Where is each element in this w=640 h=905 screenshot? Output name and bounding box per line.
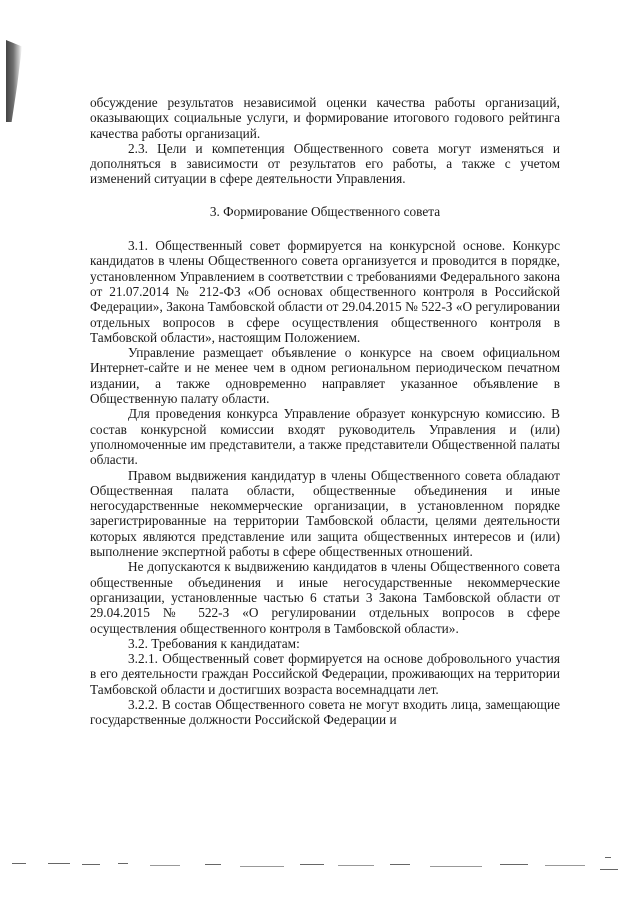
- paragraph-2-3: 2.3. Цели и компетенция Общественного совета могут изменяться и дополняться в зависимости от результатов его работы, а также с учетом изменений ситуации в сфере деятельности Управления.: [90, 140, 560, 187]
- paragraph-3-2: 3.2. Требования к кандидатам:: [128, 635, 300, 651]
- paragraph-commission: Для проведения конкурса Управление образует конкурсную комиссию. В состав конкурсной комиссии входят руководитель Управления и (или) уполномоченные им представители, а также представители Общественной палаты области.: [90, 406, 560, 468]
- paragraph-announcement: Управление размещает объявление о конкурсе на своем официальном Интернет-сайте и не менее чем в одном региональном периодическом печатном издании, а также одновременно направляет указанное объявление в Общественную палату области.: [90, 345, 560, 407]
- scan-artifact: [6, 40, 22, 122]
- paragraph-nomination-exclusions: Не допускаются к выдвижению кандидатов в члены Общественного совета общественные объединения и иные негосударственные некоммерческие организации, установленные частью 6 статьи 3 Закона Тамбовской области от 29.04.2015 № 522-З «О регулировании отдельных вопросов в сфере осуществления общественного контроля в Тамбовской области».: [90, 559, 560, 636]
- paragraph-3-1: 3.1. Общественный совет формируется на конкурсной основе. Конкурс кандидатов в члены Общественного совета организуется и проводится в порядке, установленном Управлением в соответствии с требованиями Федерального закона от 21.07.2014 № 212-ФЗ «Об основах общественного контроля в Российской Федерации», Закона Тамбовской области от 29.04.2015 № 522-З «О регулировании отдельных вопросов в сфере осуществления общественного контроля в Тамбовской области», настоящим Положением.: [90, 238, 560, 345]
- paragraph-nomination-right: Правом выдвижения кандидатур в члены Общественного совета обладают Общественная палата области, общественные объединения и иные негосударственные некоммерческие организации, в установленном порядке зарегистрированные на территории Тамбовской области, целями деятельности которых являются представление или защита общественных интересов и (или) выполнение экспертной работы в сфере общественных отношений.: [90, 467, 560, 560]
- section-heading: 3. Формирование Общественного совета: [209, 203, 441, 219]
- paragraph-continuation: обсуждение результатов независимой оценки качества работы организаций, оказывающих социальные услуги, и формирование итогового годового рейтинга качества работы организаций.: [90, 95, 560, 141]
- paragraph-3-2-2: 3.2.2. В состав Общественного совета не могут входить лица, замещающие государственные должности Российской Федерации и: [90, 696, 560, 728]
- document-body: [90, 95, 560, 728]
- paragraph-3-2-1: 3.2.1. Общественный совет формируется на основе добровольного участия в его деятельности граждан Российской Федерации, проживающих на территории Тамбовской области и достигших возраста восемнадцати лет.: [90, 651, 560, 697]
- scan-noise-strip: [0, 855, 640, 895]
